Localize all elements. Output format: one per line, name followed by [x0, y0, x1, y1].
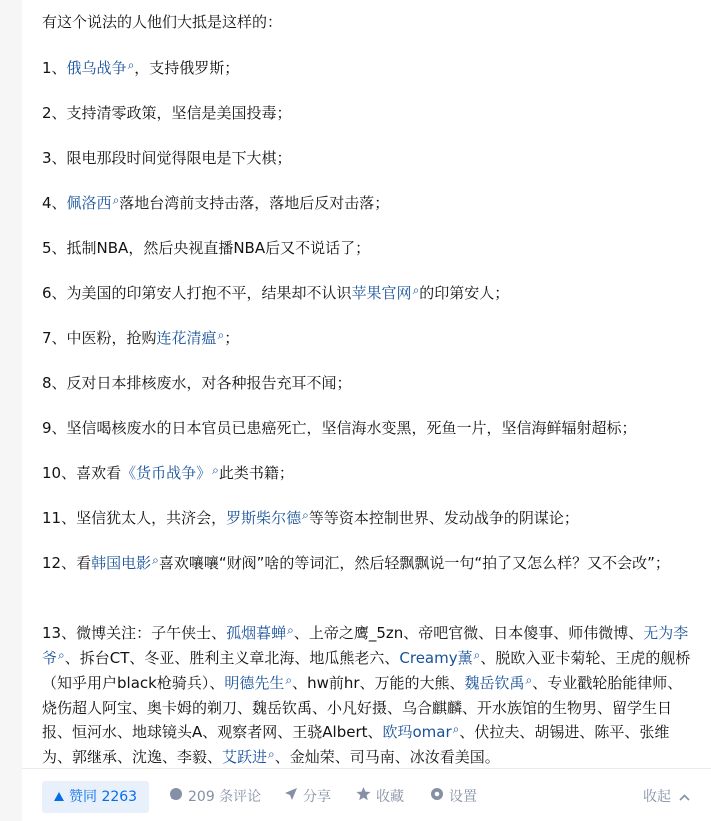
link-wuwei-liye[interactable]: 无为李爷 — [42, 624, 689, 667]
upvote-label: 赞同 2263 — [69, 789, 138, 805]
list-item: 10、喜欢看《货币战争》⌕此类书籍； — [42, 463, 294, 482]
comments-button[interactable] — [169, 781, 261, 813]
search-icon[interactable]: ⌕ — [212, 463, 219, 477]
search-icon[interactable]: ⌕ — [525, 673, 533, 687]
link-creamy-xun[interactable]: Creamy薰 — [399, 649, 473, 667]
list-item: 11、坚信犹太人，共济会，罗斯柴尔德⌕等等资本控制世界、发动战争的阴谋论； — [42, 508, 579, 527]
list-item: 6、为美国的印第安人打抱不平，结果却不认识苹果官网⌕的印第安人； — [42, 283, 510, 302]
list-item-weibo-follows: 13、微博关注：子午侠士、孤烟暮蝉⌕、上帝之鹰_5zn、帝吧官微、日本傻事、师伟微博、无为李爷⌕、拆台CT、冬亚、胜利主义章北海、地瓜熊老六、Creamy薰⌕、脱欧入亚卡菊轮、王虎的舰桥（知乎用户black枪骑兵）、明德先生⌕、hw前hr、万能的大熊、魏岳钦禹⌕、专业戳轮胎能律师、烧伤超人阿宝、奥卡姆的剃刀、魏岳钦禹、小凡好摄、乌合麒麟、开水族馆的生物男、留学生日报、恒河水、地球镜头A、观察者网、王骁Albert、欧玛omar⌕、伏拉夫、胡锡进、陈平、张维为、郭继承、沈逸、李毅、艾跃进⌕、金灿荣、司马南、冰汝看美国。 — [42, 623, 691, 766]
answer-intro: 有这个说法的人他们大抵是这样的： — [42, 13, 283, 31]
settings-button[interactable] — [430, 781, 477, 813]
list-item: 7、中医粉，抢购连花清瘟⌕； — [42, 328, 240, 347]
link-guyan-muchan[interactable]: 孤烟暮蝉 — [226, 624, 287, 642]
link-pelosi[interactable]: 佩洛西 — [66, 194, 112, 212]
list-item: 1、俄乌战争⌕，支持俄罗斯； — [42, 58, 240, 77]
share-paper-plane-icon — [284, 781, 298, 813]
link-korean-movies[interactable]: 韩国电影 — [91, 554, 152, 572]
favorite-button[interactable] — [356, 781, 404, 813]
upvote-triangle-icon — [54, 781, 64, 813]
list-item: 8、反对日本排核废水，对各种报告充耳不闻； — [42, 374, 352, 392]
chevron-up-icon — [679, 781, 690, 813]
share-button[interactable] — [284, 781, 331, 813]
link-apple-website[interactable]: 苹果官网 — [351, 284, 412, 302]
link-russia-ukraine-war[interactable]: 俄乌战争 — [66, 59, 127, 77]
list-item: 5、抵制NBA，然后央视直播NBA后又不说话了； — [42, 239, 371, 257]
search-icon[interactable]: ⌕ — [112, 193, 120, 207]
search-icon[interactable]: ⌕ — [268, 747, 275, 761]
list-item: 2、支持清零政策，坚信是美国投毒； — [42, 104, 292, 122]
link-currency-wars[interactable]: 《货币战争》 — [121, 464, 212, 482]
collapse-label: 收起 — [643, 789, 671, 805]
share-label: 分享 — [303, 789, 331, 805]
search-icon[interactable]: ⌕ — [285, 673, 293, 687]
answer-action-bar — [22, 768, 711, 821]
collapse-button[interactable] — [643, 781, 690, 813]
search-icon[interactable]: ⌕ — [452, 722, 460, 736]
comment-bubble-icon — [169, 781, 183, 813]
gear-icon — [430, 781, 444, 813]
link-lianhua-qingwen[interactable]: 连花清瘟 — [156, 329, 217, 347]
link-ai-yuejin[interactable]: 艾跃进 — [222, 748, 268, 766]
settings-label: 设置 — [449, 789, 477, 805]
link-mingde-xiansheng[interactable]: 明德先生 — [224, 674, 285, 692]
favorite-label: 收藏 — [376, 789, 404, 805]
search-icon[interactable]: ⌕ — [412, 283, 420, 297]
search-icon[interactable]: ⌕ — [302, 508, 309, 522]
search-icon[interactable]: ⌕ — [152, 553, 159, 567]
link-ouma-omar[interactable]: 欧玛omar — [382, 723, 452, 741]
search-icon[interactable]: ⌕ — [473, 648, 481, 662]
link-rothschild[interactable]: 罗斯柴尔德 — [226, 509, 302, 527]
answer-card — [22, 0, 711, 820]
star-icon — [356, 781, 371, 813]
search-icon[interactable]: ⌕ — [287, 623, 294, 637]
list-item: 3、限电那段时间觉得限电是下大棋； — [42, 149, 292, 167]
search-icon[interactable]: ⌕ — [127, 58, 135, 72]
search-icon[interactable]: ⌕ — [217, 328, 225, 342]
upvote-button[interactable] — [42, 781, 149, 813]
list-item: 9、坚信喝核废水的日本官员已患癌死亡，坚信海水变黑，死鱼一片，坚信海鲜辐射超标； — [42, 419, 637, 437]
list-item: 4、佩洛西⌕落地台湾前支持击落，落地后反对击落； — [42, 193, 390, 212]
search-icon[interactable]: ⌕ — [58, 648, 65, 662]
list-item: 12、看韩国电影⌕喜欢嚷嚷“财阀”啥的等词汇，然后轻飘飘说一句“拍了又怎么样？又不会改”； — [42, 553, 670, 572]
link-weiyue-qinyu[interactable]: 魏岳钦禹 — [464, 674, 525, 692]
comments-label: 209 条评论 — [188, 789, 262, 805]
